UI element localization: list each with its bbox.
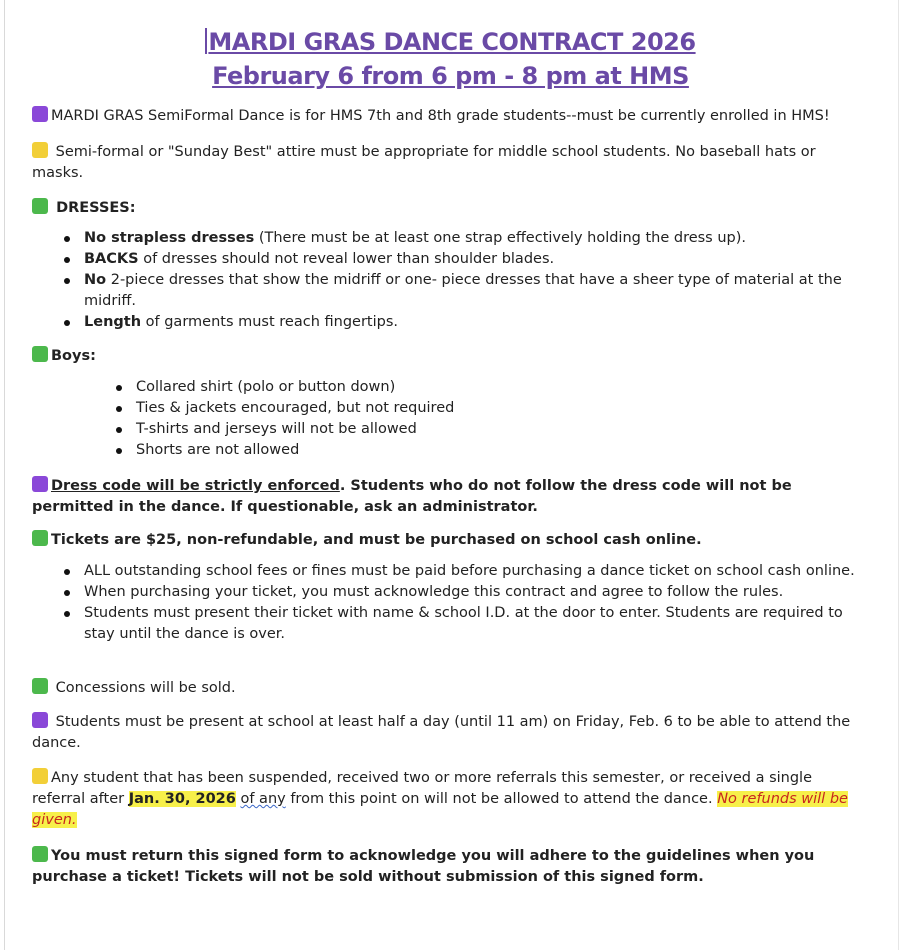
dress-code-underlined: Dress code will be strictly enforced — [51, 478, 340, 494]
item-text: 2-piece dresses that show the midriff or one- piece dresses that have a sheer type of material at the midriff. — [84, 272, 842, 309]
list-item: Ties & jackets encouraged, but not required — [110, 398, 810, 419]
yellow-square-icon — [32, 142, 48, 158]
boys-heading-text: Boys: — [51, 348, 96, 364]
green-square-icon — [32, 346, 48, 362]
list-item: T-shirts and jerseys will not be allowed — [110, 419, 810, 440]
item-bold: No strapless dresses — [84, 230, 255, 246]
dresses-heading-text: DRESSES: — [56, 200, 136, 216]
spellcheck-flag: of any — [240, 791, 286, 807]
cutoff-date: Jan. 30, 2026 — [128, 791, 236, 807]
dress-code-paragraph — [32, 476, 868, 518]
final-paragraph — [32, 846, 868, 888]
item-text: of garments must reach fingertips. — [141, 314, 398, 330]
green-square-icon — [32, 530, 48, 546]
item-text: (There must be at least one strap effectively holding the dress up). — [254, 230, 747, 246]
list-item: Students must present their ticket with name & school I.D. at the door to enter. Students are required to stay until the dance is over. — [58, 603, 876, 645]
purple-square-icon — [32, 476, 48, 492]
concessions-text: Concessions will be sold. — [55, 680, 236, 696]
green-square-icon — [32, 678, 48, 694]
item-bold: No — [84, 272, 107, 288]
item-bold: Length — [84, 314, 142, 330]
list-item — [58, 270, 868, 312]
suspension-text: Any student that has been suspended, received two or more referrals this semester, or received a single referral after — [32, 770, 813, 807]
page-left-border — [4, 0, 5, 950]
attendance-paragraph — [32, 712, 868, 754]
item-bold: BACKS — [84, 251, 139, 267]
suspension-text-continued: from this point on will not be allowed to attend the dance. — [285, 791, 718, 807]
dresses-heading — [32, 198, 868, 219]
purple-square-icon — [32, 106, 48, 122]
boys-heading — [32, 346, 868, 367]
green-square-icon — [32, 846, 48, 862]
document-title — [0, 28, 901, 56]
dress-code-text: . Students who do not follow the dress code will not be permitted in the dance. If questionable, ask an administrator. — [32, 478, 792, 515]
dresses-list — [58, 228, 868, 333]
yellow-square-icon — [32, 768, 48, 784]
tickets-heading-text: Tickets are $25, non-refundable, and must be purchased on school cash online. — [51, 532, 702, 548]
item-text: of dresses should not reveal lower than shoulder blades. — [138, 251, 555, 267]
title-text: MARDI GRAS DANCE CONTRACT 2026 — [208, 28, 696, 56]
intro-paragraph — [32, 106, 868, 127]
purple-square-icon — [32, 712, 48, 728]
list-item — [58, 249, 868, 270]
tickets-heading — [32, 530, 868, 551]
concessions-paragraph — [32, 678, 868, 699]
no-refunds-warning: No refunds will be given. — [32, 791, 848, 828]
list-item: ALL outstanding school fees or fines must be paid before purchasing a dance ticket on school cash online. — [58, 561, 876, 582]
boys-list — [110, 377, 810, 461]
list-item — [58, 312, 868, 333]
tickets-list — [58, 561, 876, 645]
green-square-icon — [32, 198, 48, 214]
attire-text: Semi-formal or "Sunday Best" attire must be appropriate for middle school students. No baseball hats or masks. — [32, 144, 816, 181]
list-item — [58, 228, 868, 249]
list-item: When purchasing your ticket, you must acknowledge this contract and agree to follow the rules. — [58, 582, 876, 603]
suspension-paragraph — [32, 768, 868, 831]
list-item: Collared shirt (polo or button down) — [110, 377, 810, 398]
list-item: Shorts are not allowed — [110, 440, 810, 461]
attendance-text: Students must be present at school at least half a day (until 11 am) on Friday, Feb. 6 to be able to attend the dance. — [32, 714, 851, 751]
attire-paragraph — [32, 142, 868, 184]
intro-text: MARDI GRAS SemiFormal Dance is for HMS 7th and 8th grade students--must be currently enrolled in HMS! — [51, 108, 830, 124]
page-right-border — [898, 0, 899, 950]
document-subtitle: February 6 from 6 pm - 8 pm at HMS — [212, 62, 689, 90]
final-text: You must return this signed form to acknowledge you will adhere to the guidelines when you purchase a ticket! Tickets will not be sold without submission of this signed form. — [32, 848, 815, 885]
